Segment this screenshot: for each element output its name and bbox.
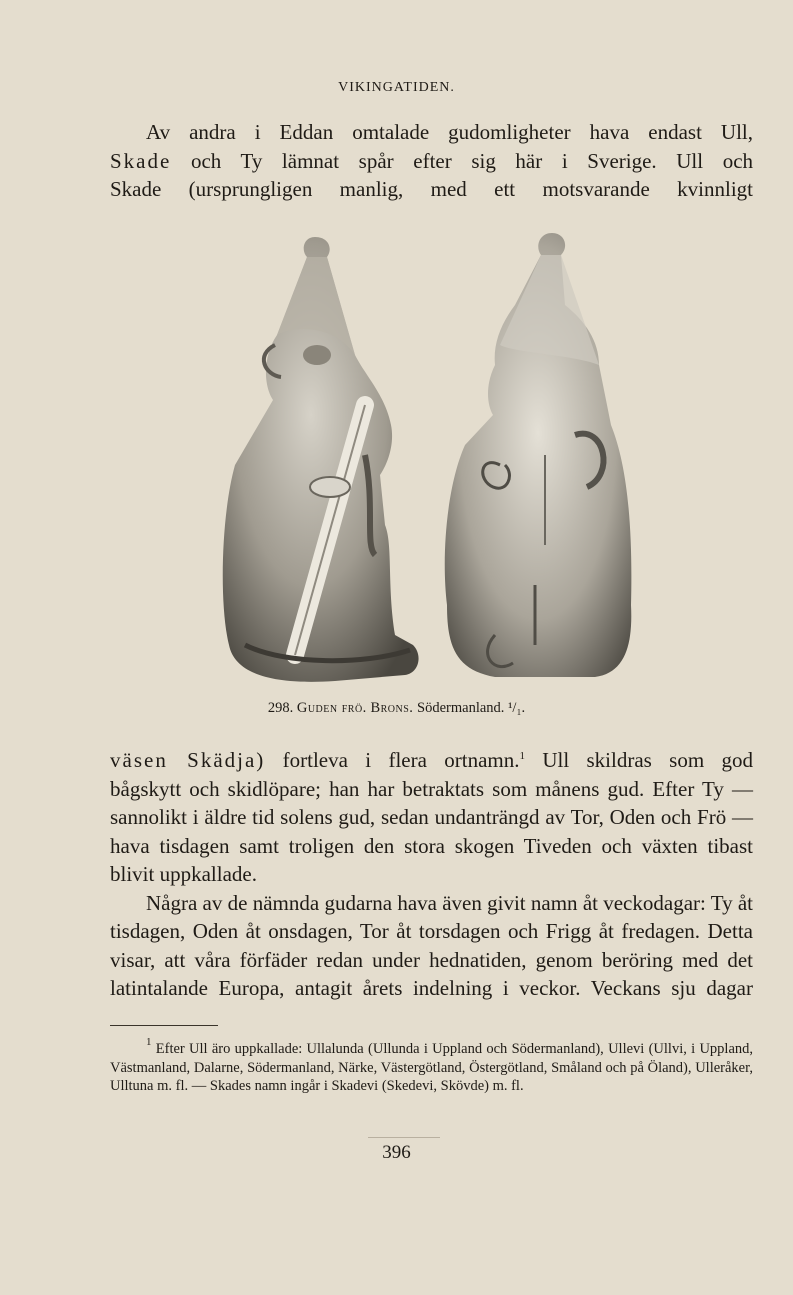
running-head: VIKINGATIDEN. (338, 80, 455, 95)
main-text (110, 746, 753, 1003)
footnote-text: Efter Ull äro uppkallade: Ullalunda (Ullunda i Uppland och Södermanland), Ullevi (Ullvi, i Uppland, Västmanland, Dalarne, Södermanland, Närke, Västergötland, Östergötland, Småland och på Öland), Ulleråker, Ulltuna m. fl. — Skades namn ingår i Skadevi (Skedevi, Skövde) m. fl. (110, 1041, 753, 1094)
text-line: Skade och Ty lämnat spår efter sig här i Sverige. Ull och (110, 148, 754, 173)
figure-place: Södermanland. (417, 700, 505, 716)
footnote (110, 1036, 753, 1096)
footnote-rule (110, 1025, 218, 1026)
figure-bronze-statuette (215, 225, 635, 690)
footnote-marker: 1 (519, 750, 525, 762)
statuette-back-view (445, 233, 632, 677)
statuette-front-view (223, 237, 419, 682)
spaced-word: Skade (110, 148, 172, 173)
folio-rule (368, 1137, 440, 1138)
figure-number: 298. (267, 700, 294, 716)
footnote-mark: 1 (146, 1036, 152, 1048)
text-line: väsen Skädja) fortleva i flera ortnamn.$^1$ Ull skildras som god (110, 748, 754, 772)
paragraph-1: bågskytt och skidlöpare; han har betraktats som månens gud. Efter Ty — sannolikt i äldre tid solens gud, sedan undanträngd av Tor, Oden och Frö — hava tisdagen samt troligen den stora skogen Tiveden och växten tibast blivit uppkallade. (110, 776, 753, 886)
paragraph-2: Några av de nämnda gudarna hava även givit namn åt veckodagar: Ty åt tisdagen, Oden åt onsdagen, Tor åt torsdagen och Frigg åt fredagen. Detta visar, att våra förfäder redan under hednatiden, genom beröring med det latintalande Europa, antagit årets indelning i veckor. Veckans sju dagar (110, 890, 753, 1000)
figure-material: Brons. (370, 700, 414, 716)
figure-scale: ¹/₁. (508, 700, 526, 716)
figure-title: Guden frö. (296, 700, 367, 716)
text-line: Skade (ursprungligen manlig, med ett motsvarande kvinnligt (110, 177, 753, 201)
top-paragraph (110, 118, 753, 204)
figure-caption (0, 700, 793, 717)
text-line: Av andra i Eddan omtalade gudomligheter hava endast Ull, (146, 120, 753, 144)
page-number: 396 (382, 1142, 411, 1163)
